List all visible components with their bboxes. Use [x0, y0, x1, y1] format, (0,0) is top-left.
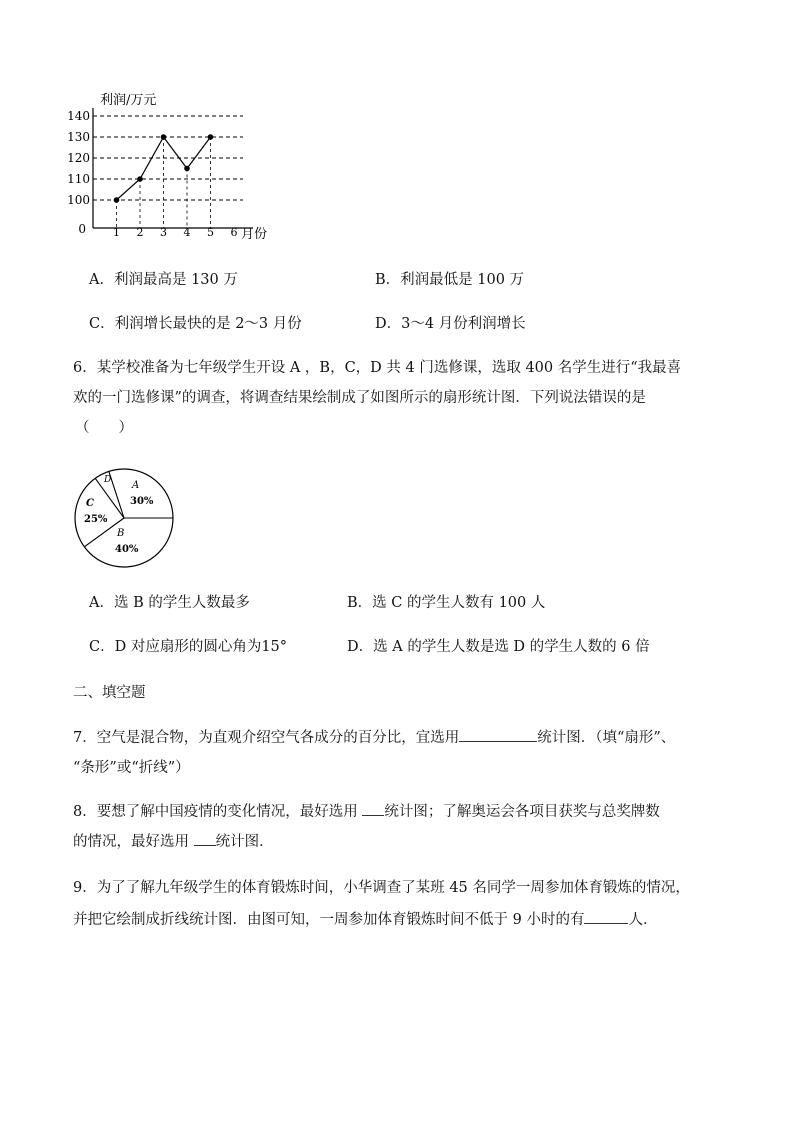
- q8-line-1: [73, 800, 660, 821]
- y-tick-labels: [67, 109, 90, 207]
- q6-option-a: A．选 B 的学生人数最多: [89, 595, 250, 611]
- q7-line-1: [73, 726, 675, 747]
- q8-text-a: 8．要想了解中国疫情的变化情况，最好选用: [73, 804, 363, 820]
- q8-text-c: 的情况，最好选用: [73, 834, 194, 850]
- pie-label-a: A: [132, 480, 140, 491]
- q9-blank[interactable]: [584, 909, 628, 924]
- q7-text-b: 统计图．（填“扇形”、: [537, 730, 676, 746]
- q8-text-d: 统计图．: [215, 834, 274, 850]
- q8-line-2: [73, 830, 274, 851]
- y-tick-100: 100: [67, 193, 90, 207]
- pie-label-b: B: [117, 528, 125, 539]
- x-tick-3: 3: [160, 226, 167, 239]
- section-heading: 二、填空题: [73, 685, 146, 701]
- pie-percent-c: 25%: [84, 514, 108, 525]
- data-point-1: [114, 197, 120, 203]
- q6-line-1: 6．某学校准备为七年级学生开设 A ，B，C，D 共 4 门选修课，选取 400 名学生进行“我最喜: [73, 360, 682, 376]
- q6-option-b: B．选 C 的学生人数有 100 人: [347, 595, 546, 611]
- data-point-3: [161, 134, 167, 140]
- origin-label: 0: [78, 222, 86, 236]
- q8-text-b: 统计图；了解奥运会各项目获奖与总奖牌数: [384, 804, 660, 820]
- q5-option-d: D．3～4 月份利润增长: [375, 316, 526, 332]
- q6-option-d: D．选 A 的学生人数是选 D 的学生人数的 6 倍: [347, 639, 650, 655]
- pie-label-c: C: [86, 498, 94, 509]
- course-pie-chart: [70, 466, 180, 576]
- x-tick-5: 5: [207, 226, 214, 239]
- data-point-5: [208, 134, 214, 140]
- q7-text-a: 7．空气是混合物，为直观介绍空气各成分的百分比，宜选用: [73, 730, 460, 746]
- x-tick-4: 4: [183, 226, 191, 239]
- q8-blank-1[interactable]: [362, 801, 384, 816]
- y-tick-130: 130: [67, 130, 90, 144]
- x-guides: [117, 137, 211, 228]
- profit-line-chart: [60, 88, 290, 248]
- q9-line-1: 9．为了了解九年级学生的体育锻炼时间，小华调查了某班 45 名同学一周参加体育锻炼的情况，: [73, 880, 690, 896]
- x-tick-1: 1: [113, 226, 120, 239]
- x-tick-2: 2: [136, 226, 144, 239]
- y-tick-120: 120: [67, 151, 90, 165]
- q6-line-2: 欢的一门选修课”的调查，将调查结果绘制成了如图所示的扇形统计图．下列说法错误的是: [73, 390, 646, 406]
- data-point-4: [184, 166, 190, 172]
- pie-percent-b: 40%: [115, 544, 139, 555]
- grid-lines: [93, 116, 243, 200]
- q6-line-3: （ ）: [75, 420, 133, 436]
- data-point-2: [137, 176, 143, 182]
- q7-line-2: “条形”或“折线”）: [73, 760, 190, 776]
- q9-text-a: 并把它绘制成折线统计图．由图可知，一周参加体育锻炼时间不低于 9 小时的有: [73, 912, 585, 928]
- q5-option-a: A．利润最高是 130 万: [89, 272, 238, 288]
- q9-text-b: 人．: [628, 912, 658, 928]
- y-axis-label: 利润/万元: [100, 93, 157, 108]
- y-tick-140: 140: [67, 109, 90, 123]
- q6-option-c: C．D 对应扇形的圆心角为15°: [89, 639, 288, 655]
- pie-slice-lines: [84, 471, 173, 546]
- q8-blank-2[interactable]: [194, 831, 216, 846]
- pie-percent-a: 30%: [130, 496, 154, 507]
- x-tick-6: 6: [230, 226, 238, 239]
- x-axis-label: 月份: [241, 227, 268, 242]
- y-tick-110: 110: [67, 172, 90, 186]
- q7-blank[interactable]: [459, 727, 537, 742]
- q5-option-b: B．利润最低是 100 万: [375, 272, 525, 288]
- q9-line-2: [73, 908, 657, 929]
- q5-option-c: C．利润增长最快的是 2～3 月份: [89, 316, 302, 332]
- pie-label-d: D: [104, 475, 112, 485]
